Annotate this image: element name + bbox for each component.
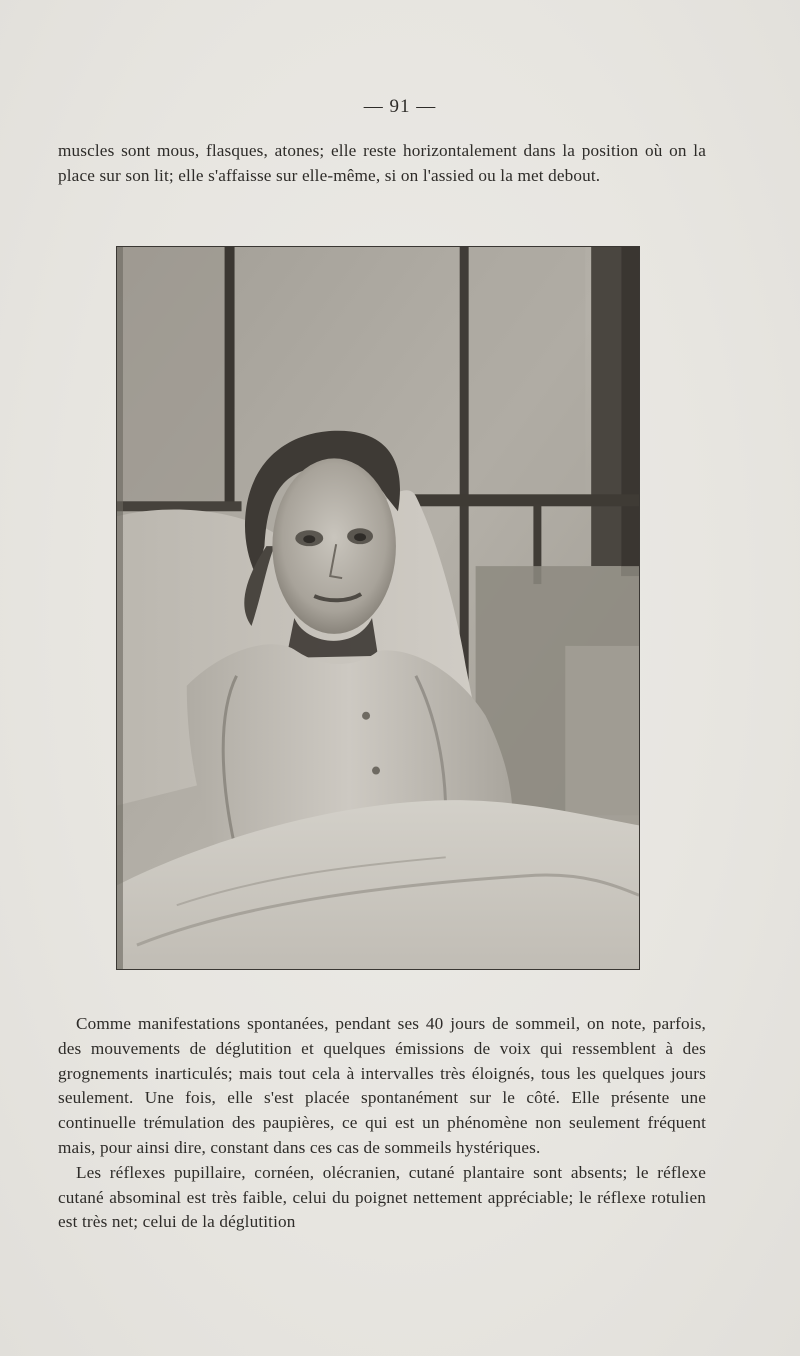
paragraph-reflexes: Les réflexes pupillaire, cornéen, olécranien, cutané plantaire sont absents; le réflexe cutané absominal est très faible, celui du poignet nettement appréciable; le réflexe rotulien est très net; celui de la déglutition [58,1162,706,1232]
top-paragraph-block [58,139,706,189]
top-paragraph: muscles sont mous, flasques, atones; elle reste horizontalement dans la position où on la place sur son lit; elle s'affaisse sur elle-même, si on l'assied ou la met debout. [58,141,706,185]
patient-photograph [116,246,640,970]
bottom-text-block [58,1012,706,1235]
paragraph-manifestations: Comme manifestations spontanées, pendant ses 40 jours de sommeil, on note, parfois, des mouvements de déglutition et quelques émissions de voix qui ressemblent à des grognements inarticulés; mais tout cela à intervalles très éloignés, tous les quelques jours seulement. Une fois, elle s'est placée spontanément sur le côté. Elle présente une continuelle trémulation des paupières, ce qui est un phénomène non seulement fréquent mais, pour ainsi dire, constant dans ces cas de sommeils hystériques. [58,1014,706,1157]
photograph-illustration [117,247,639,969]
page-number: — 91 — [363,96,437,117]
